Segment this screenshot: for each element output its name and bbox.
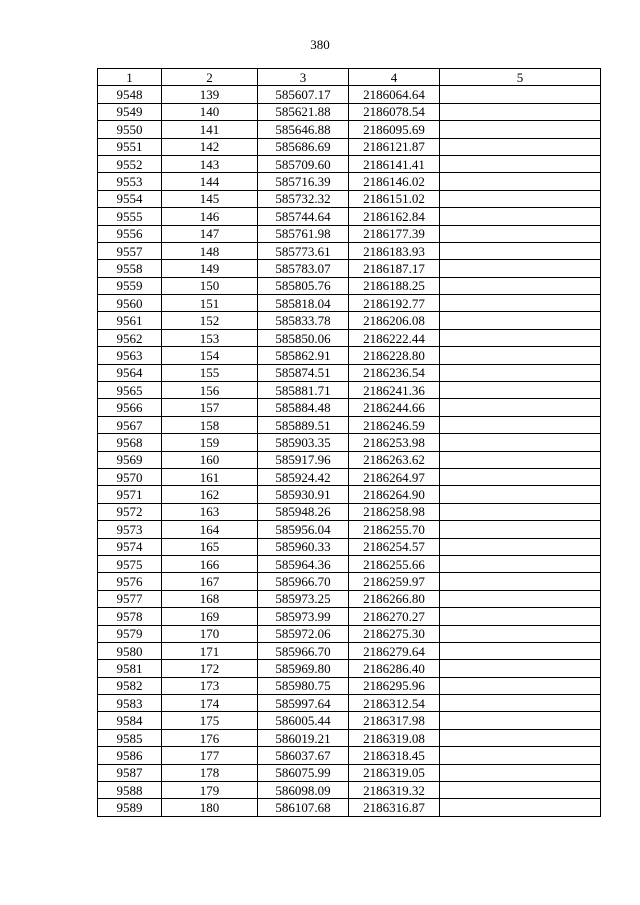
table-cell-col5 bbox=[440, 555, 601, 572]
table-cell-col1: 9586 bbox=[98, 747, 162, 764]
table-cell-col4: 2186317.98 bbox=[349, 712, 440, 729]
table-cell-col5 bbox=[440, 729, 601, 746]
table-cell-col1: 9550 bbox=[98, 121, 162, 138]
table-cell-col3: 585973.25 bbox=[258, 590, 349, 607]
table-cell-col5 bbox=[440, 329, 601, 346]
table-cell-col2: 147 bbox=[162, 225, 258, 242]
table-cell-col3: 585850.06 bbox=[258, 329, 349, 346]
table-cell-col1: 9575 bbox=[98, 555, 162, 572]
table-cell-col2: 153 bbox=[162, 329, 258, 346]
table-cell-col5 bbox=[440, 677, 601, 694]
table-row bbox=[98, 573, 601, 590]
table-cell-col1: 9571 bbox=[98, 486, 162, 503]
table-cell-col2: 177 bbox=[162, 747, 258, 764]
table-row bbox=[98, 173, 601, 190]
column-header-5: 5 bbox=[440, 69, 601, 86]
table-cell-col3: 586005.44 bbox=[258, 712, 349, 729]
table-row bbox=[98, 347, 601, 364]
table-cell-col2: 166 bbox=[162, 555, 258, 572]
table-cell-col4: 2186253.98 bbox=[349, 434, 440, 451]
table-cell-col5 bbox=[440, 416, 601, 433]
table-cell-col4: 2186222.44 bbox=[349, 329, 440, 346]
table-cell-col4: 2186146.02 bbox=[349, 173, 440, 190]
table-cell-col5 bbox=[440, 347, 601, 364]
table-cell-col1: 9588 bbox=[98, 782, 162, 799]
table-cell-col4: 2186064.64 bbox=[349, 86, 440, 103]
table-cell-col3: 586107.68 bbox=[258, 799, 349, 816]
table-cell-col4: 2186162.84 bbox=[349, 208, 440, 225]
table-cell-col4: 2186263.62 bbox=[349, 451, 440, 468]
table-cell-col2: 140 bbox=[162, 103, 258, 120]
table-cell-col1: 9548 bbox=[98, 86, 162, 103]
table-cell-col1: 9564 bbox=[98, 364, 162, 381]
table-cell-col1: 9554 bbox=[98, 190, 162, 207]
column-header-4: 4 bbox=[349, 69, 440, 86]
table-row bbox=[98, 486, 601, 503]
table-cell-col2: 149 bbox=[162, 260, 258, 277]
table-cell-col2: 167 bbox=[162, 573, 258, 590]
table-row bbox=[98, 138, 601, 155]
table-cell-col4: 2186228.80 bbox=[349, 347, 440, 364]
table-cell-col2: 162 bbox=[162, 486, 258, 503]
table-cell-col1: 9553 bbox=[98, 173, 162, 190]
table-row bbox=[98, 208, 601, 225]
table-cell-col4: 2186255.70 bbox=[349, 521, 440, 538]
table-row bbox=[98, 660, 601, 677]
table-cell-col5 bbox=[440, 155, 601, 172]
table-cell-col4: 2186295.96 bbox=[349, 677, 440, 694]
table-cell-col5 bbox=[440, 625, 601, 642]
table-cell-col3: 585889.51 bbox=[258, 416, 349, 433]
table-cell-col4: 2186312.54 bbox=[349, 695, 440, 712]
table-row bbox=[98, 399, 601, 416]
table-cell-col2: 163 bbox=[162, 503, 258, 520]
table-cell-col5 bbox=[440, 486, 601, 503]
table-row bbox=[98, 295, 601, 312]
table-cell-col5 bbox=[440, 277, 601, 294]
table-cell-col5 bbox=[440, 538, 601, 555]
table-cell-col1: 9584 bbox=[98, 712, 162, 729]
table-cell-col5 bbox=[440, 590, 601, 607]
table-cell-col4: 2186078.54 bbox=[349, 103, 440, 120]
table-cell-col1: 9559 bbox=[98, 277, 162, 294]
table-cell-col1: 9570 bbox=[98, 468, 162, 485]
table-cell-col1: 9577 bbox=[98, 590, 162, 607]
table-row bbox=[98, 451, 601, 468]
table-cell-col4: 2186206.08 bbox=[349, 312, 440, 329]
table-cell-col1: 9580 bbox=[98, 642, 162, 659]
table-cell-col3: 586098.09 bbox=[258, 782, 349, 799]
table-cell-col4: 2186183.93 bbox=[349, 242, 440, 259]
table-cell-col3: 586075.99 bbox=[258, 764, 349, 781]
table-cell-col1: 9579 bbox=[98, 625, 162, 642]
table-cell-col1: 9589 bbox=[98, 799, 162, 816]
table-cell-col2: 139 bbox=[162, 86, 258, 103]
table-cell-col3: 585964.36 bbox=[258, 555, 349, 572]
table-header-row bbox=[98, 69, 601, 86]
table-row bbox=[98, 416, 601, 433]
table-cell-col3: 585973.99 bbox=[258, 608, 349, 625]
table-row bbox=[98, 86, 601, 103]
table-cell-col5 bbox=[440, 190, 601, 207]
table-cell-col4: 2186266.80 bbox=[349, 590, 440, 607]
table-cell-col1: 9574 bbox=[98, 538, 162, 555]
table-cell-col3: 585966.70 bbox=[258, 642, 349, 659]
table-cell-col4: 2186177.39 bbox=[349, 225, 440, 242]
table-cell-col3: 585709.60 bbox=[258, 155, 349, 172]
table-cell-col1: 9549 bbox=[98, 103, 162, 120]
table-row bbox=[98, 642, 601, 659]
table-cell-col2: 142 bbox=[162, 138, 258, 155]
table-cell-col5 bbox=[440, 225, 601, 242]
table-cell-col1: 9560 bbox=[98, 295, 162, 312]
table-cell-col2: 172 bbox=[162, 660, 258, 677]
table-cell-col1: 9567 bbox=[98, 416, 162, 433]
table-cell-col4: 2186319.05 bbox=[349, 764, 440, 781]
table-row bbox=[98, 503, 601, 520]
table-cell-col3: 585966.70 bbox=[258, 573, 349, 590]
table-cell-col4: 2186318.45 bbox=[349, 747, 440, 764]
table-row bbox=[98, 121, 601, 138]
table-cell-col1: 9561 bbox=[98, 312, 162, 329]
table-cell-col3: 585744.64 bbox=[258, 208, 349, 225]
table-cell-col5 bbox=[440, 382, 601, 399]
table-cell-col5 bbox=[440, 260, 601, 277]
column-header-2: 2 bbox=[162, 69, 258, 86]
table-cell-col1: 9552 bbox=[98, 155, 162, 172]
table-cell-col1: 9562 bbox=[98, 329, 162, 346]
table-cell-col2: 174 bbox=[162, 695, 258, 712]
table-cell-col4: 2186319.32 bbox=[349, 782, 440, 799]
table-cell-col5 bbox=[440, 573, 601, 590]
table-row bbox=[98, 225, 601, 242]
table-cell-col4: 2186258.98 bbox=[349, 503, 440, 520]
table-cell-col3: 585716.39 bbox=[258, 173, 349, 190]
table-cell-col3: 585972.06 bbox=[258, 625, 349, 642]
table-cell-col4: 2186319.08 bbox=[349, 729, 440, 746]
table-row bbox=[98, 103, 601, 120]
table-cell-col5 bbox=[440, 103, 601, 120]
table-cell-col4: 2186259.97 bbox=[349, 573, 440, 590]
table-cell-col2: 170 bbox=[162, 625, 258, 642]
table-cell-col1: 9565 bbox=[98, 382, 162, 399]
table-cell-col3: 585980.75 bbox=[258, 677, 349, 694]
table-cell-col4: 2186316.87 bbox=[349, 799, 440, 816]
table-cell-col5 bbox=[440, 764, 601, 781]
table-cell-col1: 9585 bbox=[98, 729, 162, 746]
table-cell-col1: 9557 bbox=[98, 242, 162, 259]
table-cell-col2: 157 bbox=[162, 399, 258, 416]
table-row bbox=[98, 190, 601, 207]
table-cell-col5 bbox=[440, 660, 601, 677]
table-row bbox=[98, 538, 601, 555]
table-cell-col3: 585917.96 bbox=[258, 451, 349, 468]
table-cell-col2: 158 bbox=[162, 416, 258, 433]
table-cell-col3: 585732.32 bbox=[258, 190, 349, 207]
table-row bbox=[98, 712, 601, 729]
table-cell-col3: 585881.71 bbox=[258, 382, 349, 399]
table-cell-col3: 585884.48 bbox=[258, 399, 349, 416]
table-cell-col5 bbox=[440, 642, 601, 659]
table-cell-col1: 9578 bbox=[98, 608, 162, 625]
table-cell-col2: 175 bbox=[162, 712, 258, 729]
table-cell-col4: 2186241.36 bbox=[349, 382, 440, 399]
table-cell-col2: 155 bbox=[162, 364, 258, 381]
table-cell-col3: 585903.35 bbox=[258, 434, 349, 451]
table-cell-col2: 168 bbox=[162, 590, 258, 607]
column-header-1: 1 bbox=[98, 69, 162, 86]
table-cell-col2: 150 bbox=[162, 277, 258, 294]
table-row bbox=[98, 382, 601, 399]
column-header-3: 3 bbox=[258, 69, 349, 86]
table-cell-col4: 2186254.57 bbox=[349, 538, 440, 555]
table-cell-col2: 146 bbox=[162, 208, 258, 225]
table-row bbox=[98, 764, 601, 781]
table-cell-col3: 585862.91 bbox=[258, 347, 349, 364]
table-cell-col5 bbox=[440, 799, 601, 816]
table-cell-col4: 2186246.59 bbox=[349, 416, 440, 433]
table-cell-col3: 585969.80 bbox=[258, 660, 349, 677]
table-cell-col3: 586037.67 bbox=[258, 747, 349, 764]
table-cell-col1: 9558 bbox=[98, 260, 162, 277]
table-cell-col5 bbox=[440, 695, 601, 712]
coordinates-table bbox=[97, 68, 601, 817]
table-cell-col5 bbox=[440, 747, 601, 764]
table-row bbox=[98, 242, 601, 259]
table-cell-col3: 585960.33 bbox=[258, 538, 349, 555]
table-cell-col3: 585805.76 bbox=[258, 277, 349, 294]
table-cell-col2: 145 bbox=[162, 190, 258, 207]
table-row bbox=[98, 695, 601, 712]
table-cell-col1: 9569 bbox=[98, 451, 162, 468]
table-cell-col3: 585997.64 bbox=[258, 695, 349, 712]
table-cell-col2: 176 bbox=[162, 729, 258, 746]
table-cell-col2: 161 bbox=[162, 468, 258, 485]
table-cell-col2: 179 bbox=[162, 782, 258, 799]
table-cell-col5 bbox=[440, 295, 601, 312]
table-cell-col1: 9555 bbox=[98, 208, 162, 225]
table-row bbox=[98, 729, 601, 746]
table-row bbox=[98, 799, 601, 816]
table-cell-col5 bbox=[440, 608, 601, 625]
table-cell-col3: 585607.17 bbox=[258, 86, 349, 103]
table-cell-col4: 2186188.25 bbox=[349, 277, 440, 294]
table-cell-col4: 2186264.90 bbox=[349, 486, 440, 503]
page-number: 380 bbox=[310, 37, 330, 52]
table-cell-col4: 2186187.17 bbox=[349, 260, 440, 277]
table-cell-col4: 2186244.66 bbox=[349, 399, 440, 416]
table-row bbox=[98, 521, 601, 538]
table-cell-col4: 2186286.40 bbox=[349, 660, 440, 677]
table-cell-col5 bbox=[440, 782, 601, 799]
table-cell-col2: 178 bbox=[162, 764, 258, 781]
table-cell-col1: 9582 bbox=[98, 677, 162, 694]
table-cell-col2: 159 bbox=[162, 434, 258, 451]
table-cell-col2: 151 bbox=[162, 295, 258, 312]
table-cell-col3: 585761.98 bbox=[258, 225, 349, 242]
table-cell-col3: 586019.21 bbox=[258, 729, 349, 746]
table-cell-col1: 9568 bbox=[98, 434, 162, 451]
table-cell-col2: 173 bbox=[162, 677, 258, 694]
table-cell-col1: 9572 bbox=[98, 503, 162, 520]
table-row bbox=[98, 468, 601, 485]
table-cell-col1: 9566 bbox=[98, 399, 162, 416]
table-cell-col2: 143 bbox=[162, 155, 258, 172]
table-cell-col5 bbox=[440, 208, 601, 225]
table-cell-col5 bbox=[440, 503, 601, 520]
table-cell-col4: 2186279.64 bbox=[349, 642, 440, 659]
table-cell-col5 bbox=[440, 312, 601, 329]
table-cell-col3: 585686.69 bbox=[258, 138, 349, 155]
table-row bbox=[98, 555, 601, 572]
table-cell-col1: 9573 bbox=[98, 521, 162, 538]
table-cell-col3: 585948.26 bbox=[258, 503, 349, 520]
table-cell-col5 bbox=[440, 434, 601, 451]
table-row bbox=[98, 590, 601, 607]
table-cell-col5 bbox=[440, 521, 601, 538]
table-cell-col5 bbox=[440, 86, 601, 103]
table-row bbox=[98, 782, 601, 799]
table-row bbox=[98, 625, 601, 642]
table-cell-col2: 180 bbox=[162, 799, 258, 816]
table-cell-col4: 2186275.30 bbox=[349, 625, 440, 642]
table-cell-col5 bbox=[440, 468, 601, 485]
table-cell-col2: 171 bbox=[162, 642, 258, 659]
table-cell-col1: 9563 bbox=[98, 347, 162, 364]
table-cell-col2: 165 bbox=[162, 538, 258, 555]
table-cell-col2: 152 bbox=[162, 312, 258, 329]
table-cell-col2: 154 bbox=[162, 347, 258, 364]
table-cell-col5 bbox=[440, 121, 601, 138]
table-cell-col5 bbox=[440, 399, 601, 416]
table-row bbox=[98, 260, 601, 277]
table-row bbox=[98, 155, 601, 172]
table-cell-col3: 585930.91 bbox=[258, 486, 349, 503]
table-cell-col2: 169 bbox=[162, 608, 258, 625]
table-row bbox=[98, 364, 601, 381]
table-cell-col2: 148 bbox=[162, 242, 258, 259]
table-row bbox=[98, 312, 601, 329]
table-cell-col2: 141 bbox=[162, 121, 258, 138]
table-cell-col5 bbox=[440, 173, 601, 190]
table-cell-col3: 585773.61 bbox=[258, 242, 349, 259]
table-cell-col5 bbox=[440, 242, 601, 259]
table-cell-col3: 585833.78 bbox=[258, 312, 349, 329]
table-cell-col2: 164 bbox=[162, 521, 258, 538]
table-cell-col1: 9576 bbox=[98, 573, 162, 590]
table-cell-col4: 2186151.02 bbox=[349, 190, 440, 207]
table-cell-col4: 2186141.41 bbox=[349, 155, 440, 172]
table-cell-col3: 585818.04 bbox=[258, 295, 349, 312]
table-cell-col1: 9587 bbox=[98, 764, 162, 781]
table-cell-col1: 9551 bbox=[98, 138, 162, 155]
table-cell-col5 bbox=[440, 138, 601, 155]
table-cell-col4: 2186095.69 bbox=[349, 121, 440, 138]
table-cell-col2: 160 bbox=[162, 451, 258, 468]
table-cell-col4: 2186264.97 bbox=[349, 468, 440, 485]
table-cell-col5 bbox=[440, 712, 601, 729]
table-cell-col1: 9583 bbox=[98, 695, 162, 712]
table-cell-col4: 2186121.87 bbox=[349, 138, 440, 155]
table-cell-col4: 2186192.77 bbox=[349, 295, 440, 312]
table-row bbox=[98, 608, 601, 625]
table-cell-col3: 585956.04 bbox=[258, 521, 349, 538]
table-cell-col2: 144 bbox=[162, 173, 258, 190]
table-row bbox=[98, 747, 601, 764]
table-row bbox=[98, 277, 601, 294]
table-cell-col1: 9556 bbox=[98, 225, 162, 242]
table-body bbox=[98, 86, 601, 816]
table-cell-col4: 2186236.54 bbox=[349, 364, 440, 381]
table-cell-col4: 2186255.66 bbox=[349, 555, 440, 572]
table-cell-col3: 585874.51 bbox=[258, 364, 349, 381]
table-cell-col5 bbox=[440, 451, 601, 468]
table-cell-col3: 585783.07 bbox=[258, 260, 349, 277]
table-cell-col3: 585646.88 bbox=[258, 121, 349, 138]
table-cell-col4: 2186270.27 bbox=[349, 608, 440, 625]
table-row bbox=[98, 329, 601, 346]
table-cell-col1: 9581 bbox=[98, 660, 162, 677]
table-cell-col5 bbox=[440, 364, 601, 381]
table-row bbox=[98, 434, 601, 451]
table-row bbox=[98, 677, 601, 694]
table-cell-col3: 585621.88 bbox=[258, 103, 349, 120]
table-cell-col2: 156 bbox=[162, 382, 258, 399]
table-cell-col3: 585924.42 bbox=[258, 468, 349, 485]
